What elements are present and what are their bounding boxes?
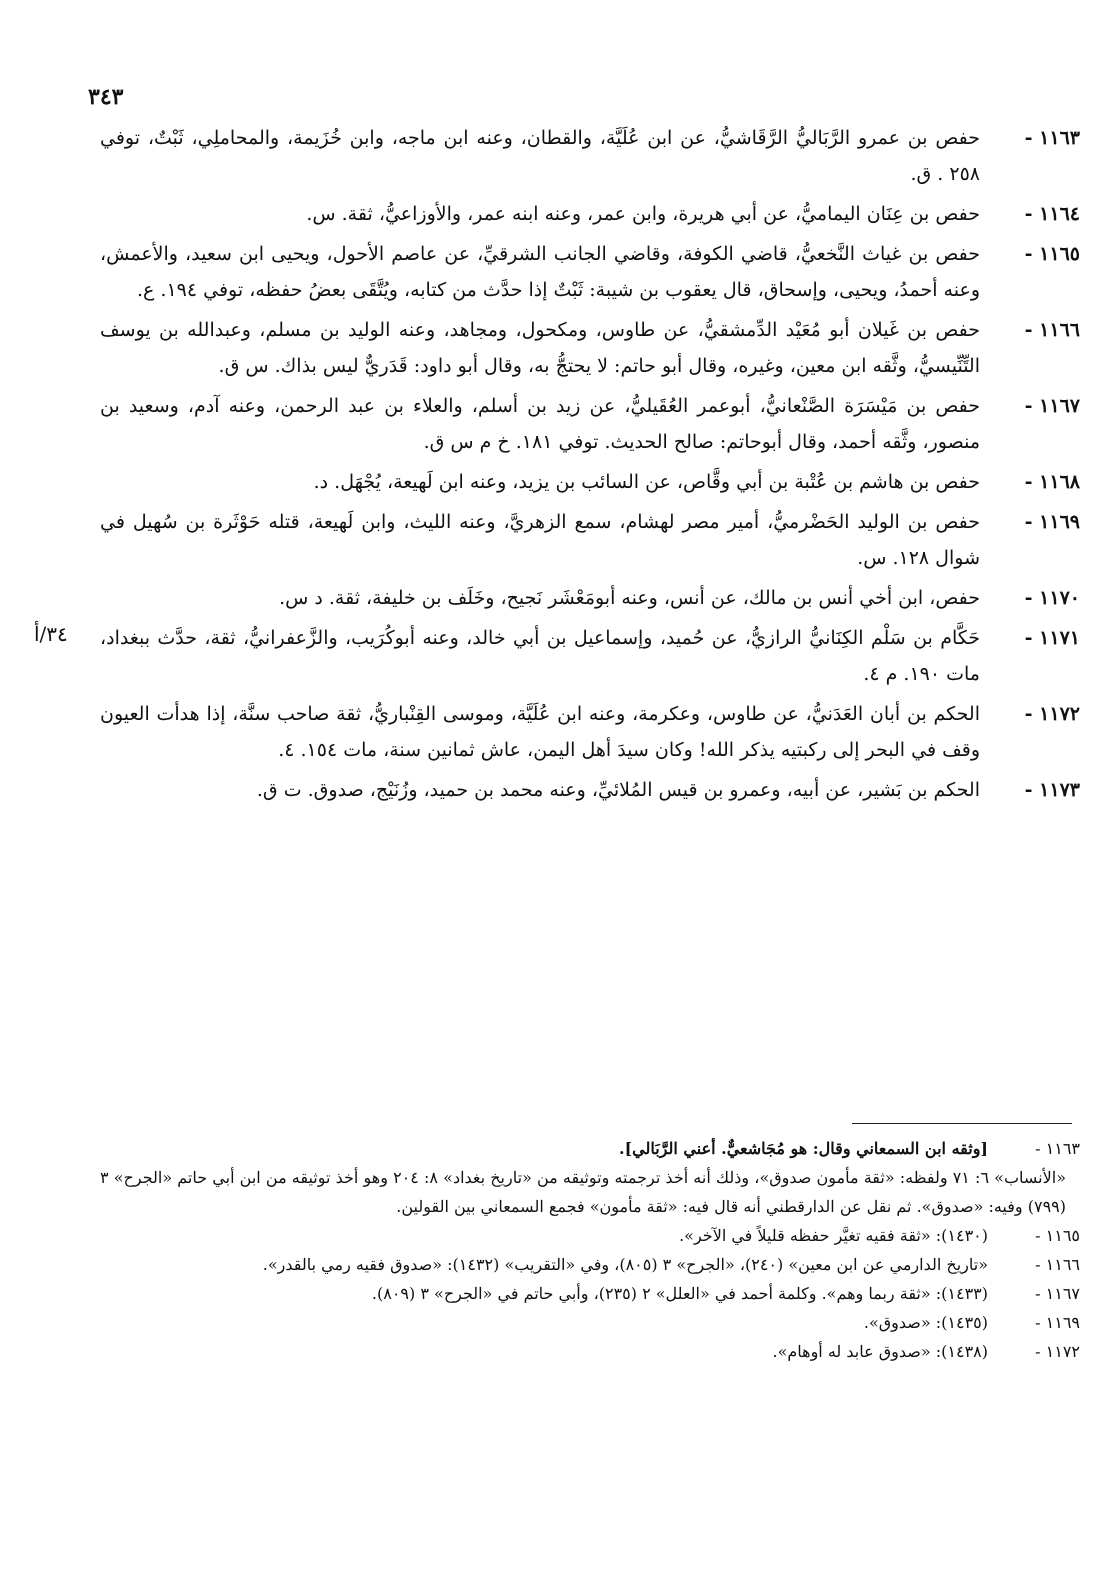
entry-1170 [100,580,1080,616]
footnote-text: «تاريخ الدارمي عن ابن معين» (٢٤٠)، «الجرح» ٣ (٨٠٥)، وفي «التقريب» (١٤٣٢): «صدوق فقيه رمي بالقدر». [262,1255,988,1274]
footnotes [100,1134,1080,1366]
entry-number: ١١٦٤ - [1024,203,1080,225]
footnote-text: (١٤٣٥): «صدوق». [863,1313,988,1332]
entry-number: ١١٦٦ - [1024,319,1080,341]
entry-text: حفص، ابن أخي أنس بن مالك، عن أنس، وعنه أبومَعْشَر نَجيح، وخَلَف بن خليفة، ثقة. د س. [279,587,980,609]
entry-text: حفص بن الوليد الحَضْرميُّ، أمير مصر لهشام، سمع الزهريَّ، وعنه الليث، وابن لَهيعة، قتله حَوْثَرة بن سُهيل في شوال ١٢٨. س. [100,511,980,569]
footnote-1166 [100,1250,1080,1279]
entry-text: حفص بن غَيلان أبو مُعَيْد الدِّمشقيُّ، عن طاوس، ومكحول، ومجاهد، وعنه الوليد بن مسلم، وعبدالله بن يوسف التِّنِّيسيُّ، وثَّقه ابن معين، وغيره، وقال أبو حاتم: لا يحتجُّ به، وقال أبو داود: قَدَريٌّ ليس بذاك. س ق. [100,319,980,377]
entry-number: ١١٧٢ - [1024,703,1080,725]
entry-1163 [100,120,1080,192]
footnote-number: ١١٦٦ - [1035,1255,1080,1274]
entry-number: ١١٦٥ - [1024,243,1080,265]
biography-entries [100,120,1080,812]
footnote-number: ١١٦٣ - [1035,1139,1080,1158]
entry-text: حفص بن عِنَان اليماميُّ، عن أبي هريرة، وابن عمر، وعنه ابنه عمر، والأوزاعيُّ، ثقة. س. [306,203,980,225]
footnote-1169 [100,1308,1080,1337]
footnote-1163-continued [100,1163,1080,1221]
entry-text: حفص بن غياث النَّخعيُّ، قاضي الكوفة، وقاضي الجانب الشرقيِّ، عن عاصم الأحول، ويحيى ابن سعيد، والأعمش، وعنه أحمدُ، ويحيى، وإسحاق، قال يعقوب بن شيبة: ثَبْتٌ إذا حدَّث من كتابه، ويُتَّقَى بعضُ حفظه، توفي ١٩٤. ع. [100,243,980,301]
footnote-text: (١٤٣٨): «صدوق عابد له أوهام». [772,1342,988,1361]
footnote-1167 [100,1279,1080,1308]
entry-1168 [100,464,1080,500]
entry-number: ١١٧٣ - [1024,779,1080,801]
footnote-divider [852,1123,1072,1124]
margin-folio-note: ٣٤/أ [34,622,68,646]
footnote-1172 [100,1337,1080,1366]
footnote-bold-text: [وثقه ابن السمعاني وقال: هو مُجَاشعيٌّ. أعني الرَّبَالي]. [619,1139,988,1158]
entry-1169 [100,504,1080,576]
footnote-number: ١١٧٢ - [1035,1342,1080,1361]
entry-text: الحكم بن أبان العَدَنيُّ، عن طاوس، وعكرمة، وعنه ابن عُلَيَّة، وموسى القِنْباريُّ، ثقة صاحب سنَّة، إذا هدأت العيون وقف في البحر إلى ركبتيه يذكر الله! وكان سيدَ أهل اليمن، عاش ثمانين سنة، مات ١٥٤. ٤. [100,703,980,761]
entry-number: ١١٧٠ - [1024,587,1080,609]
entry-1164 [100,196,1080,232]
footnote-number: ١١٦٧ - [1035,1284,1080,1303]
entry-text: حفص بن هاشم بن عُتْبة بن أبي وقَّاص، عن السائب بن يزيد، وعنه ابن لَهيعة، يُجْهَل. د. [313,471,980,493]
entry-text: حفص بن عمرو الرَّبَاليُّ الرَّقَاشيُّ، عن ابن عُلَيَّة، والقطان، وعنه ابن ماجه، وابن خُزَيمة، والمحاملِي، ثَبْتٌ، توفي ٢٥٨ . ق. [100,127,980,185]
entry-number: ١١٦٩ - [1024,511,1080,533]
footnote-1165 [100,1221,1080,1250]
entry-text: حفص بن مَيْسَرَة الصَّنْعانيُّ، أبوعمر العُقَيليُّ، عن زيد بن أسلم، والعلاء بن عبد الرحمن، وعنه آدم، وسعيد بن منصور، وثَّقه أحمد، وقال أبوحاتم: صالح الحديث. توفي ١٨١. خ م س ق. [100,395,980,453]
entry-number: ١١٦٣ - [1024,127,1080,149]
entry-text: الحكم بن بَشير، عن أبيه، وعمرو بن قيس المُلائيِّ، وعنه محمد بن حميد، وزُنَيْج، صدوق. ت ق. [256,779,980,801]
footnote-number: ١١٦٩ - [1035,1313,1080,1332]
entry-number: ١١٧١ - [1024,627,1080,649]
entry-number: ١١٦٧ - [1024,395,1080,417]
entry-number: ١١٦٨ - [1024,471,1080,493]
entry-1172 [100,696,1080,768]
entry-text: حَكَّام بن سَلْم الكِنَانيُّ الرازيُّ، عن حُميد، وإسماعيل بن أبي خالد، وعنه أبوكُرَيب، والزَّعفرانيُّ، ثقة، حدَّث ببغداد، مات ١٩٠. م ٤. [100,627,980,685]
footnote-number: ١١٦٥ - [1035,1226,1080,1245]
footnote-text: (١٤٣٣): «ثقة ربما وهم». وكلمة أحمد في «العلل» ٢ (٢٣٥)، وأبي حاتم في «الجرح» ٣ (٨٠٩). [371,1284,988,1303]
entry-1165 [100,236,1080,308]
page-number: ٣٤٣ [88,84,124,110]
footnote-1163 [100,1134,1080,1163]
entry-1173 [100,772,1080,808]
entry-1171 [100,620,1080,692]
footnote-text: (١٤٣٠): «ثقة فقيه تغيَّر حفظه قليلاً في الآخر». [679,1226,988,1245]
entry-1167 [100,388,1080,460]
entry-1166 [100,312,1080,384]
footnote-text: «الأنساب» ٦: ٧١ ولفظه: «ثقة مأمون صدوق»، وذلك أنه أخذ ترجمته وتوثيقه من «تاريخ بغداد» ٨: ٢٠٤ وهو أخذ توثيقه من ابن أبي حاتم «الجرح» ٣ (٧٩٩) وفيه: «صدوق». ثم نقل عن الدارقطني أنه قال فيه: «ثقة مأمون» فجمع السمعاني بين القولين. [100,1168,1066,1216]
